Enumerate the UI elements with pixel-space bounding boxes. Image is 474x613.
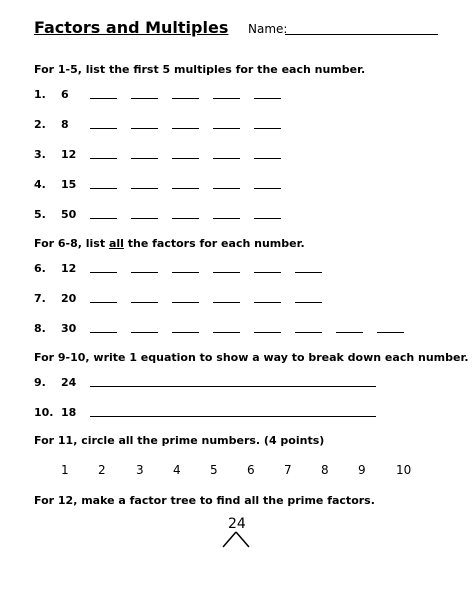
factor-tree-root: 24 — [228, 516, 246, 532]
item-value-8: 30 — [61, 322, 77, 335]
instruction-factor-tree: For 12, make a factor tree to find all the prime factors. — [34, 494, 375, 507]
prime-candidate[interactable]: 3 — [136, 463, 144, 477]
item-number-1: 1. — [34, 88, 46, 101]
item-number-10: 10. — [34, 406, 54, 419]
answer-blank[interactable] — [213, 188, 240, 189]
answer-blank[interactable] — [131, 302, 158, 303]
instruction-equation: For 9-10, write 1 equation to show a way to break down each number. — [34, 351, 469, 364]
answer-blank[interactable] — [213, 98, 240, 99]
answer-blank[interactable] — [295, 302, 322, 303]
item-number-6: 6. — [34, 262, 46, 275]
item-value-3: 12 — [61, 148, 77, 161]
equation-line[interactable] — [90, 416, 376, 417]
item-number-2: 2. — [34, 118, 46, 131]
item-value-7: 20 — [61, 292, 77, 305]
answer-blank[interactable] — [254, 272, 281, 273]
answer-blank[interactable] — [90, 302, 117, 303]
prime-candidate[interactable]: 9 — [358, 463, 366, 477]
answer-blank[interactable] — [131, 272, 158, 273]
answer-blank[interactable] — [254, 158, 281, 159]
answer-blank[interactable] — [172, 128, 199, 129]
answer-blank[interactable] — [213, 128, 240, 129]
answer-blank[interactable] — [172, 98, 199, 99]
item-value-2: 8 — [61, 118, 69, 131]
instruction-multiples: For 1-5, list the first 5 multiples for the each number. — [34, 63, 366, 76]
equation-line[interactable] — [90, 386, 376, 387]
answer-blank[interactable] — [213, 158, 240, 159]
answer-blank[interactable] — [254, 218, 281, 219]
answer-blank[interactable] — [172, 272, 199, 273]
answer-blank[interactable] — [213, 218, 240, 219]
instruction-factors-post: the factors for each number. — [123, 237, 305, 250]
item-value-9: 24 — [61, 376, 77, 389]
answer-blank[interactable] — [172, 332, 199, 333]
factor-tree-branches — [220, 530, 252, 550]
answer-blank[interactable] — [254, 98, 281, 99]
answer-blank[interactable] — [131, 158, 158, 159]
answer-blank[interactable] — [131, 128, 158, 129]
answer-blank[interactable] — [213, 302, 240, 303]
name-field[interactable] — [285, 34, 438, 35]
answer-blank[interactable] — [172, 302, 199, 303]
item-value-4: 15 — [61, 178, 77, 191]
item-number-5: 5. — [34, 208, 46, 221]
answer-blank[interactable] — [295, 332, 322, 333]
answer-blank[interactable] — [90, 332, 117, 333]
prime-candidate[interactable]: 5 — [210, 463, 218, 477]
answer-blank[interactable] — [90, 128, 117, 129]
answer-blank[interactable] — [213, 332, 240, 333]
answer-blank[interactable] — [254, 332, 281, 333]
prime-candidate[interactable]: 4 — [173, 463, 181, 477]
item-number-8: 8. — [34, 322, 46, 335]
answer-blank[interactable] — [377, 332, 404, 333]
answer-blank[interactable] — [90, 188, 117, 189]
prime-candidate[interactable]: 1 — [61, 463, 69, 477]
answer-blank[interactable] — [90, 218, 117, 219]
instruction-factors-emphasis: all — [108, 237, 124, 250]
worksheet-title: Factors and Multiples — [34, 18, 229, 37]
answer-blank[interactable] — [131, 218, 158, 219]
answer-blank[interactable] — [295, 272, 322, 273]
answer-blank[interactable] — [254, 302, 281, 303]
prime-candidate[interactable]: 7 — [284, 463, 292, 477]
answer-blank[interactable] — [90, 272, 117, 273]
item-number-3: 3. — [34, 148, 46, 161]
item-number-9: 9. — [34, 376, 46, 389]
answer-blank[interactable] — [131, 332, 158, 333]
item-number-7: 7. — [34, 292, 46, 305]
prime-candidate[interactable]: 8 — [321, 463, 329, 477]
answer-blank[interactable] — [90, 98, 117, 99]
instruction-primes: For 11, circle all the prime numbers. (4 points) — [34, 434, 325, 447]
answer-blank[interactable] — [213, 272, 240, 273]
answer-blank[interactable] — [254, 128, 281, 129]
instruction-factors-pre: For 6-8, list — [34, 237, 109, 250]
answer-blank[interactable] — [336, 332, 363, 333]
item-value-10: 18 — [61, 406, 77, 419]
answer-blank[interactable] — [90, 158, 117, 159]
item-value-6: 12 — [61, 262, 77, 275]
answer-blank[interactable] — [131, 98, 158, 99]
item-number-4: 4. — [34, 178, 46, 191]
answer-blank[interactable] — [131, 188, 158, 189]
item-value-5: 50 — [61, 208, 77, 221]
item-value-1: 6 — [61, 88, 69, 101]
answer-blank[interactable] — [254, 188, 281, 189]
answer-blank[interactable] — [172, 188, 199, 189]
name-label: Name: — [248, 22, 288, 36]
prime-candidate[interactable]: 10 — [396, 463, 412, 477]
prime-candidate[interactable]: 6 — [247, 463, 255, 477]
answer-blank[interactable] — [172, 158, 199, 159]
answer-blank[interactable] — [172, 218, 199, 219]
instruction-factors — [34, 237, 305, 250]
prime-candidate[interactable]: 2 — [98, 463, 106, 477]
